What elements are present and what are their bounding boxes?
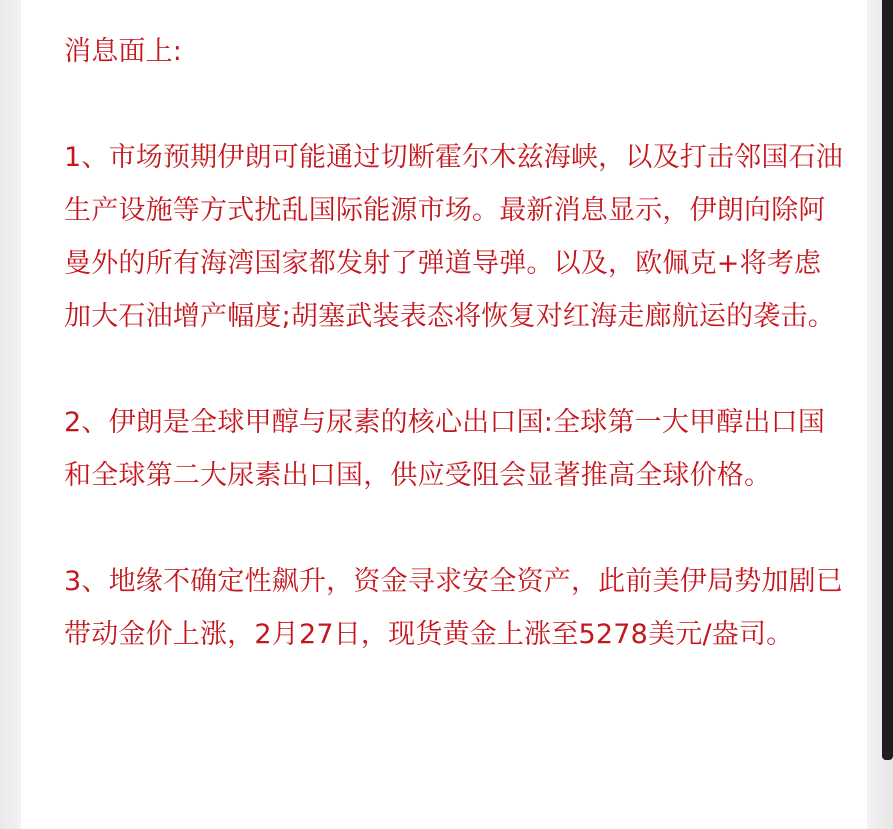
article-heading: 消息面上: bbox=[64, 36, 183, 67]
paragraph-2: 2、伊朗是全球甲醇与尿素的核心出口国:全球第一大甲醇出口国和全球第二大尿素出口国，供应受阻会显著推高全球价格。 bbox=[64, 407, 826, 491]
paragraph-3: 3、地缘不确定性飙升，资金寻求安全资产，此前美伊局势加剧已带动金价上涨，2月27日，现货黄金上涨至5278美元/盎司。 bbox=[64, 566, 843, 650]
paragraph-1: 1、市场预期伊朗可能通过切断霍尔木兹海峡，以及打击邻国石油生产设施等方式扰乱国际能源市场。最新消息显示，伊朗向除阿曼外的所有海湾国家都发射了弹道导弹。以及，欧佩克+将考虑加大石油增产幅度;胡塞武装表态将恢复对红海走廊航运的袭击。 bbox=[64, 142, 843, 332]
left-margin bbox=[0, 0, 21, 829]
scrollbar-thumb[interactable] bbox=[882, 0, 893, 760]
article-body bbox=[64, 25, 844, 714]
